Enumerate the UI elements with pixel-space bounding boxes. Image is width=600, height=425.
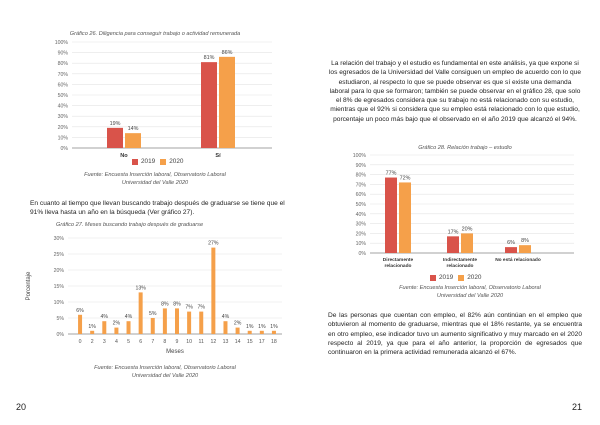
x-tick-label: 17 (258, 339, 265, 345)
legend-swatch-2019 (430, 275, 436, 281)
bar-2019 (107, 128, 123, 148)
data-label: 1% (258, 323, 266, 330)
bar-month-2 (90, 331, 94, 334)
data-label: 77% (385, 170, 397, 177)
bar-month-9 (175, 308, 179, 334)
x-tick-label: Sí (215, 153, 221, 159)
bar-2020 (399, 182, 411, 253)
data-label: 8% (521, 238, 529, 245)
y-tick-label: 30% (57, 114, 68, 121)
y-axis-title: Porcentaje (26, 271, 32, 301)
bar-month-6 (139, 292, 143, 334)
x-tick-label: 7 (151, 339, 155, 345)
chart28-source: Fuente: Encuesta Inserción laboral, Observatorio Laboral Universidad del Valle 2020 (399, 285, 541, 299)
bar-month-11 (199, 312, 203, 334)
bar-2020 (125, 133, 141, 148)
bar-2020 (461, 233, 473, 253)
x-tick-label: 12 (210, 339, 217, 345)
data-label: 86% (221, 49, 233, 56)
x-tick-label: 9 (175, 339, 179, 345)
y-tick-label: 30% (355, 221, 366, 228)
data-label: 1% (245, 323, 254, 330)
bar-2019 (447, 236, 459, 253)
x-tick-label: 10 (186, 339, 193, 345)
bar-month-18 (272, 331, 276, 334)
data-label: 19% (109, 120, 121, 127)
y-tick-label: 10% (57, 135, 68, 142)
y-tick-label: 90% (57, 50, 68, 57)
right-paragraph-2: De las personas que cuentan con empleo, el 82% aún continúan en el empleo que obtuvieron al momento de graduarse, mientras que el 18% restante, ya se encuentra en otro empleo, ese indicador tuvo un aumento significativo y muy marcado en el 2020 respecto al 2019, ya que para el año anterior, la proporción de egresados que continuaron en la primera actividad remunerada alcanzó el 67%. (328, 312, 582, 357)
y-tick-label: 20% (355, 231, 366, 238)
legend-label-2020: 2020 (169, 158, 184, 165)
chart26-caption: Gráfico 26. Diligencia para conseguir trabajo o actividad remunerada (69, 31, 241, 37)
y-tick-label: 20% (53, 268, 64, 274)
x-tick-label: 3 (102, 339, 106, 345)
x-tick-label: 4 (114, 339, 118, 345)
y-tick-label: 80% (355, 172, 366, 179)
x-tick-label: relacionado (384, 264, 412, 269)
x-tick-label: 15 (246, 339, 253, 345)
chart26-source: Fuente: Encuesta Inserción laboral, Observatorio Laboral Universidad del Valle 2020 (84, 172, 226, 186)
bar-2019 (201, 62, 217, 148)
chart26-bar-chart (40, 38, 280, 173)
bar-month-3 (102, 321, 106, 334)
bar-month-13 (223, 321, 227, 334)
y-tick-label: 70% (57, 71, 68, 78)
y-tick-label: 40% (57, 103, 68, 110)
data-label: 4% (100, 314, 109, 321)
x-tick-label: 14 (234, 339, 241, 345)
data-label: 72% (399, 175, 411, 182)
chart28-caption: Gráfico 28. Relación trabajo – estudio (418, 145, 512, 151)
y-tick-label: 0% (60, 146, 68, 152)
data-label: 1% (88, 323, 96, 330)
data-label: 7% (185, 304, 193, 311)
chart27-bar-chart (20, 228, 290, 358)
data-label: 27% (208, 240, 219, 247)
legend-label-2019: 2019 (439, 274, 454, 281)
legend-swatch-2019 (132, 159, 138, 165)
y-tick-label: 50% (355, 202, 366, 208)
data-label: 4% (221, 314, 230, 321)
x-tick-label: 6 (139, 339, 143, 345)
y-tick-label: 0% (56, 332, 64, 338)
y-tick-label: 10% (53, 300, 64, 306)
y-tick-label: 25% (53, 252, 64, 258)
y-tick-label: 100% (54, 40, 68, 46)
right-paragraph-1: La relación del trabajo y el estudio es fundamental en este análisis, ya que expone si los egresados de la Universidad del Valle consiguen un empleo de acuerdo con lo que estudiaron, al respecto lo que se puede observar es que sí existe una demanda laboral para lo que se formaron; también se puede observar en el gráfico 28, que solo el 8% de egresados considera que su trabajo no está relacionado con su estudio, mientras que el 92% si considera que su empleo está relacionado con lo que estudio, porcentaje un poco más bajo que el observado en el año 2019 que alcanzó el 94%. (328, 60, 582, 123)
bar-2020 (219, 57, 235, 148)
data-label: 17% (447, 229, 459, 236)
data-label: 1% (270, 323, 278, 330)
data-label: 2% (233, 320, 242, 327)
bar-month-17 (260, 331, 264, 334)
bar-month-15 (248, 331, 252, 334)
bar-month-12 (211, 248, 215, 334)
data-label: 7% (197, 304, 205, 311)
y-tick-label: 70% (355, 182, 366, 189)
x-axis-title: Meses (166, 349, 184, 355)
bar-2020 (519, 245, 531, 253)
y-tick-label: 60% (355, 192, 366, 199)
page-number-left: 20 (16, 402, 27, 412)
y-tick-label: 90% (355, 162, 366, 169)
y-tick-label: 10% (355, 241, 366, 248)
data-label: 20% (461, 226, 473, 233)
data-label: 6% (507, 240, 515, 247)
x-tick-label: 18 (271, 339, 277, 345)
data-label: 4% (124, 314, 133, 321)
chart26-legend (132, 158, 183, 165)
y-tick-label: 15% (53, 284, 64, 290)
left-paragraph: En cuanto al tiempo que llevan buscando trabajo después de graduarse se tiene que el 91% lleva hasta un año en la búsqueda (Ver gráfico 27). (30, 200, 285, 217)
data-label: 13% (135, 285, 146, 292)
data-label: 81% (203, 55, 215, 62)
y-tick-label: 100% (352, 153, 366, 159)
bar-2019 (385, 178, 397, 253)
x-tick-label: 11 (198, 339, 204, 345)
x-tick-label: 8 (163, 339, 167, 345)
x-tick-label: 2 (90, 339, 94, 345)
x-tick-label: No está relacionado (495, 258, 541, 263)
x-tick-label: 13 (222, 339, 229, 345)
page-number-right: 21 (572, 402, 583, 412)
legend-label-2020: 2020 (467, 274, 482, 281)
y-tick-label: 30% (53, 236, 64, 242)
chart28-bar-chart (340, 151, 580, 273)
legend-swatch-2020 (160, 159, 166, 165)
x-tick-label: No (120, 153, 128, 159)
bar-month-0 (78, 315, 82, 334)
bar-month-4 (114, 328, 118, 334)
y-tick-label: 60% (57, 82, 68, 89)
chart28-legend (430, 274, 481, 281)
bar-2019 (505, 247, 517, 253)
bar-month-5 (127, 321, 131, 334)
x-tick-label: Indirectamente (442, 258, 478, 263)
x-tick-label: 5 (127, 339, 130, 345)
x-tick-label: 0 (78, 339, 82, 345)
legend-label-2019: 2019 (141, 158, 156, 165)
data-label: 14% (127, 126, 139, 133)
bar-month-14 (236, 328, 240, 334)
data-label: 8% (173, 301, 181, 308)
x-tick-label: Directamente (382, 258, 414, 263)
bar-month-10 (187, 312, 191, 334)
y-tick-label: 0% (358, 251, 366, 257)
chart27-source: Fuente: Encuesta Inserción laboral, Observatorio Laboral Universidad del Valle 2020 (94, 365, 236, 379)
data-label: 8% (161, 301, 169, 308)
y-tick-label: 5% (56, 316, 64, 322)
y-tick-label: 20% (57, 124, 68, 131)
x-tick-label: relacionado (446, 264, 474, 269)
data-label: 6% (76, 307, 84, 314)
bar-month-7 (151, 318, 155, 334)
data-label: 2% (112, 320, 121, 327)
data-label: 5% (149, 311, 157, 317)
legend-swatch-2020 (458, 275, 464, 281)
chart27-caption: Gráfico 27. Meses buscando trabajo después de graduarse (56, 222, 204, 228)
y-tick-label: 80% (57, 61, 68, 68)
y-tick-label: 50% (57, 93, 68, 99)
y-tick-label: 40% (355, 211, 366, 218)
bar-month-8 (163, 308, 167, 334)
